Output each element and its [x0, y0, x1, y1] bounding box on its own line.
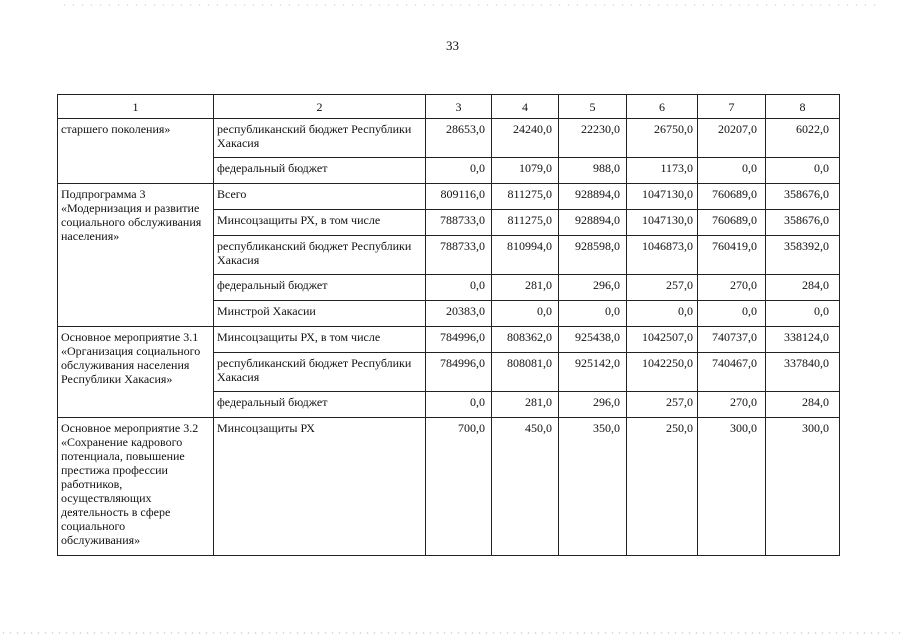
amount-cell: 358676,0 [766, 184, 840, 210]
funding-source-cell: Минсоцзащиты РХ, в том числе [214, 210, 426, 236]
program-name-line: деятельность в сфере [61, 505, 171, 519]
amount-cell: 0,0 [766, 301, 840, 327]
amount-cell: 358392,0 [766, 236, 840, 275]
amount-cell: 740467,0 [698, 353, 766, 392]
amount-cell: 700,0 [426, 418, 492, 556]
amount-cell: 28653,0 [426, 119, 492, 158]
program-name-line: обслуживания» [61, 533, 141, 547]
amount-cell: 809116,0 [426, 184, 492, 210]
funding-source-cell: республиканский бюджет Республики Хакасия [214, 236, 426, 275]
amount-cell: 270,0 [698, 275, 766, 301]
amount-cell: 284,0 [766, 392, 840, 418]
amount-cell: 257,0 [627, 392, 698, 418]
amount-cell: 0,0 [426, 392, 492, 418]
amount-cell: 1047130,0 [627, 184, 698, 210]
program-name-line: населения» [61, 229, 120, 243]
header-cell: 5 [559, 95, 627, 119]
program-name-line: Основное мероприятие 3.1 [61, 330, 199, 344]
amount-cell: 0,0 [492, 301, 559, 327]
program-name-line: старшего поколения» [61, 122, 171, 136]
amount-cell: 1173,0 [627, 158, 698, 184]
amount-cell: 928894,0 [559, 184, 627, 210]
amount-cell: 450,0 [492, 418, 559, 556]
header-cell: 4 [492, 95, 559, 119]
amount-cell: 925142,0 [559, 353, 627, 392]
amount-cell: 358676,0 [766, 210, 840, 236]
table-body [58, 119, 840, 556]
page-number: 33 [446, 38, 459, 53]
table-row [58, 327, 840, 353]
amount-cell: 1079,0 [492, 158, 559, 184]
program-name-line: «Модернизация и развитие [61, 201, 200, 215]
amount-cell: 1046873,0 [627, 236, 698, 275]
header-row [58, 95, 840, 119]
header-cell: 6 [627, 95, 698, 119]
amount-cell: 760689,0 [698, 184, 766, 210]
amount-cell: 0,0 [698, 158, 766, 184]
program-name-cell [58, 418, 214, 556]
table-row [58, 184, 840, 210]
amount-cell: 760419,0 [698, 236, 766, 275]
amount-cell: 811275,0 [492, 210, 559, 236]
funding-source-cell: федеральный бюджет [214, 275, 426, 301]
program-name-line: обслуживания населения [61, 358, 190, 372]
amount-cell: 0,0 [766, 158, 840, 184]
program-name-line: Республики Хакасия» [61, 372, 173, 386]
amount-cell: 928894,0 [559, 210, 627, 236]
header-cell: 3 [426, 95, 492, 119]
amount-cell: 6022,0 [766, 119, 840, 158]
amount-cell: 928598,0 [559, 236, 627, 275]
header-cell: 8 [766, 95, 840, 119]
amount-cell: 0,0 [426, 158, 492, 184]
program-name-line: социального обслуживания [61, 215, 202, 229]
amount-cell: 281,0 [492, 275, 559, 301]
amount-cell: 337840,0 [766, 353, 840, 392]
program-name-cell [58, 184, 214, 327]
program-name-line: социального [61, 519, 126, 533]
amount-cell: 20383,0 [426, 301, 492, 327]
funding-source-cell: федеральный бюджет [214, 392, 426, 418]
amount-cell: 0,0 [426, 275, 492, 301]
amount-cell: 1042507,0 [627, 327, 698, 353]
program-name-line: «Организация социального [61, 344, 201, 358]
amount-cell: 22230,0 [559, 119, 627, 158]
funding-source-cell: республиканский бюджет Республики Хакасия [214, 353, 426, 392]
funding-source-cell: Минстрой Хакасии [214, 301, 426, 327]
scan-noise-bottom [0, 632, 905, 634]
funding-source-cell: Всего [214, 184, 426, 210]
amount-cell: 300,0 [766, 418, 840, 556]
amount-cell: 784996,0 [426, 353, 492, 392]
amount-cell: 1047130,0 [627, 210, 698, 236]
amount-cell: 788733,0 [426, 210, 492, 236]
amount-cell: 257,0 [627, 275, 698, 301]
amount-cell: 1042250,0 [627, 353, 698, 392]
amount-cell: 740737,0 [698, 327, 766, 353]
program-name-line: Подпрограмма 3 [61, 187, 146, 201]
amount-cell: 784996,0 [426, 327, 492, 353]
program-name-line: престижа профессии [61, 463, 168, 477]
table-row [58, 418, 840, 556]
amount-cell: 296,0 [559, 275, 627, 301]
amount-cell: 760689,0 [698, 210, 766, 236]
amount-cell: 281,0 [492, 392, 559, 418]
program-name-cell [58, 119, 214, 184]
amount-cell: 26750,0 [627, 119, 698, 158]
amount-cell: 300,0 [698, 418, 766, 556]
header-cell: 1 [58, 95, 214, 119]
amount-cell: 0,0 [627, 301, 698, 327]
funding-source-cell: Минсоцзащиты РХ, в том числе [214, 327, 426, 353]
funding-source-cell: Минсоцзащиты РХ [214, 418, 426, 556]
amount-cell: 296,0 [559, 392, 627, 418]
program-name-line: осуществляющих [61, 491, 152, 505]
amount-cell: 270,0 [698, 392, 766, 418]
program-name-line: потенциала, повышение [61, 449, 185, 463]
amount-cell: 988,0 [559, 158, 627, 184]
header-cell: 2 [214, 95, 426, 119]
amount-cell: 284,0 [766, 275, 840, 301]
header-cell: 7 [698, 95, 766, 119]
program-name-line: работников, [61, 477, 123, 491]
amount-cell: 24240,0 [492, 119, 559, 158]
program-name-line: Основное мероприятие 3.2 [61, 421, 199, 435]
amount-cell: 788733,0 [426, 236, 492, 275]
funding-source-cell: федеральный бюджет [214, 158, 426, 184]
amount-cell: 20207,0 [698, 119, 766, 158]
budget-table [57, 94, 840, 556]
amount-cell: 338124,0 [766, 327, 840, 353]
amount-cell: 0,0 [559, 301, 627, 327]
amount-cell: 808081,0 [492, 353, 559, 392]
amount-cell: 250,0 [627, 418, 698, 556]
program-name-line: «Сохранение кадрового [61, 435, 183, 449]
funding-source-cell: республиканский бюджет Республики Хакасия [214, 119, 426, 158]
scan-noise-top [60, 4, 880, 6]
amount-cell: 811275,0 [492, 184, 559, 210]
amount-cell: 810994,0 [492, 236, 559, 275]
program-name-cell [58, 327, 214, 418]
table-row [58, 119, 840, 158]
amount-cell: 925438,0 [559, 327, 627, 353]
amount-cell: 350,0 [559, 418, 627, 556]
amount-cell: 808362,0 [492, 327, 559, 353]
amount-cell: 0,0 [698, 301, 766, 327]
